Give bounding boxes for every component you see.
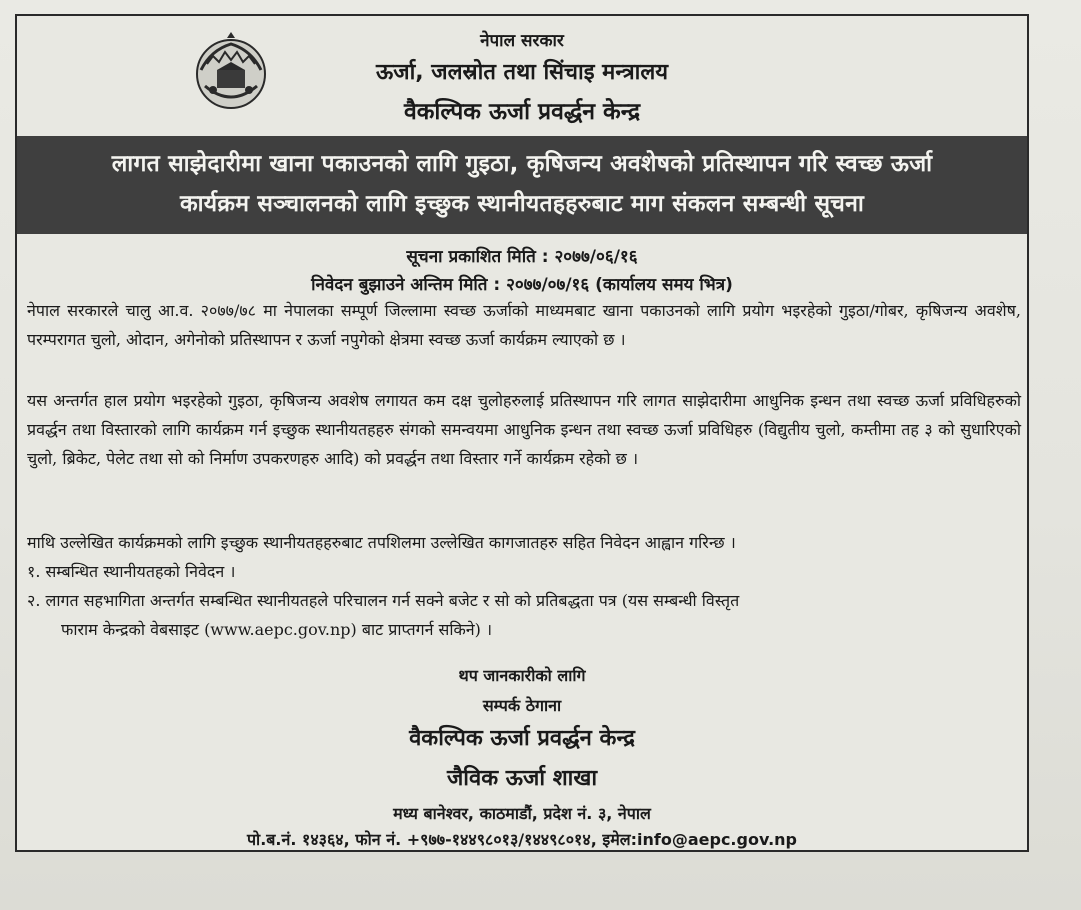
list-item-line-1: २. लागत सहभागिता अन्तर्गत सम्बन्धित स्थानीयतहले परिचालन गर्न सक्ने बजेट र सो को प्रतिबद्धता पत्र (यस सम्बन्धी विस्तृत [27, 591, 740, 610]
list-item [27, 586, 1021, 644]
contact-section: जैविक ऊर्जा शाखा [446, 766, 598, 791]
contact-address-label: सम्पर्क ठेगाना [482, 696, 562, 715]
published-date: सूचना प्रकाशित मिति : २०७७/०६/१६ [406, 247, 638, 267]
list-item-line-2: फाराम केन्द्रको वेबसाइट (www.aepc.gov.np) बाट प्राप्तगर्न सकिने) । [61, 620, 493, 639]
banner-line-1: लागत साझेदारीमा खाना पकाउनको लागि गुइठा, कृषिजन्य अवशेषको प्रतिस्थापन गरि स्वच्छ ऊर्जा [111, 151, 933, 177]
contact-phone-email: पो.ब.नं. १४३६४, फोन नं. +९७७-१४४९८०१३/१४४९८०१४, इमेल:info@aepc.gov.np [246, 830, 798, 849]
notice-frame [15, 14, 1029, 852]
body-paragraph-2: यस अन्तर्गत हाल प्रयोग भइरहेको गुइठा, कृषिजन्य अवशेष लगायत कम दक्ष चुलोहरुलाई प्रतिस्थापन गरि लागत साझेदारीमा आधुनिक इन्धन तथा स्वच्छ ऊर्जा प्रविधिहरुको प्रवर्द्धन तथा विस्तारको लागि कार्यक्रम गर्न इच्छुक स्थानीयतहहरु संगको समन्वयमा आधुनिक इन्धन तथा स्वच्छ ऊर्जा प्रविधिहरु (विद्युतीय चुलो, कम्तीमा तह ३ को सुधारिएको चुलो, ब्रिकेट, पेलेट तथा सो को निर्माण उपकरणहरु आदि) को प्रवर्द्धन तथा विस्तार गर्ने कार्यक्रम रहेको छ । [27, 391, 1021, 468]
notice-banner [17, 136, 1027, 234]
list-item: १. सम्बन्धित स्थानीयतहको निवेदन । [27, 562, 236, 581]
government-title: नेपाल सरकार [480, 31, 564, 51]
centre-title: वैकल्पिक ऊर्जा प्रवर्द्धन केन्द्र [403, 99, 641, 125]
contact-org: वैकल्पिक ऊर्जा प्रवर्द्धन केन्द्र [409, 726, 635, 751]
body-paragraph-3: माथि उल्लेखित कार्यक्रमको लागि इच्छुक स्थानीयतहहरुबाट तपशिलमा उल्लेखित कागजातहरु सहित निवेदन आह्वान गरिन्छ । [27, 533, 736, 552]
ministry-title: ऊर्जा, जलस्रोत तथा सिंचाइ मन्त्रालय [375, 60, 669, 85]
contact-address: मध्य बानेश्वर, काठमाडौं, प्रदेश नं. ३, नेपाल [393, 804, 651, 823]
notice-header [17, 16, 1027, 136]
deadline-date: निवेदन बुझाउने अन्तिम मिति : २०७७/०७/१६ (कार्यालय समय भित्र) [311, 275, 733, 295]
body-paragraph-1: नेपाल सरकारले चालु आ.व. २०७७/७८ मा नेपालका सम्पूर्ण जिल्लामा स्वच्छ ऊर्जाको माध्यमबाट खाना पकाउनको लागि प्रयोग भइरहेको गुइठा/गोबर, कृषिजन्य अवशेष, परम्परागत चुलो, ओदान, अगेनोको प्रतिस्थापन र ऊर्जा नपुगेको क्षेत्रमा स्वच्छ ऊर्जा कार्यक्रम ल्याएको छ । [27, 301, 1021, 349]
more-info-label: थप जानकारीको लागि [458, 666, 586, 685]
banner-line-2: कार्यक्रम सञ्चालनको लागि इच्छुक स्थानीयतहहरुबाट माग संकलन सम्बन्धी सूचना [179, 191, 865, 217]
